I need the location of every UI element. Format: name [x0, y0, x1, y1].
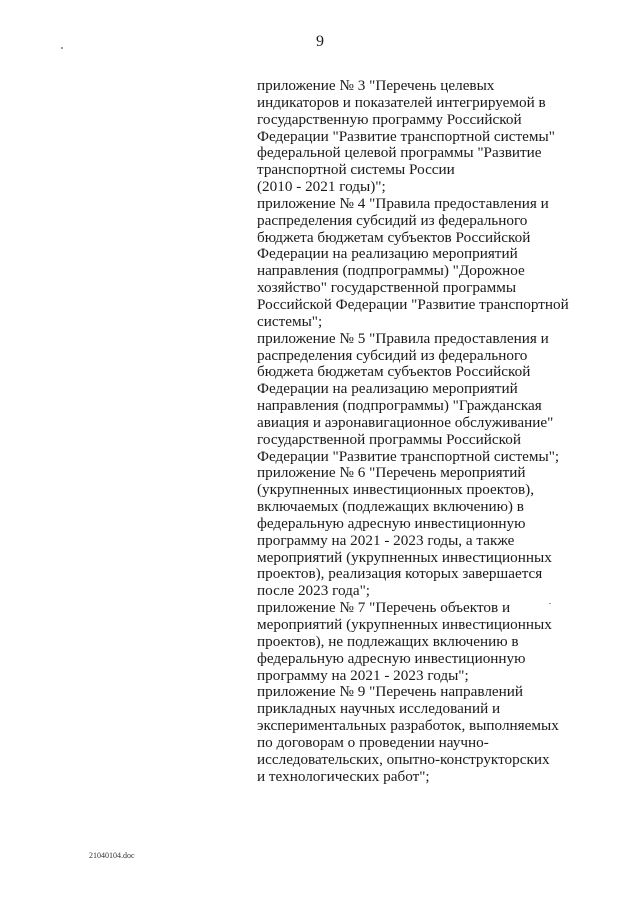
text-line: проектов), реализация которых завершается [257, 565, 543, 583]
text-line: приложение № 3 "Перечень целевых [257, 77, 495, 94]
text-line: бюджета бюджетам субъектов Российской [257, 363, 531, 381]
text-line: государственную программу Российской [257, 110, 522, 128]
text-line: индикаторов и показателей интегрируемой в [257, 93, 546, 111]
text-line: экспериментальных разработок, выполняемых [257, 717, 559, 735]
text-line: исследовательских, опытно-конструкторских [257, 750, 550, 768]
text-line: мероприятий (укрупненных инвестиционных [257, 548, 552, 566]
text-line: проектов), не подлежащих включению в [257, 632, 519, 650]
text-line: включаемых (подлежащих включению) в [257, 498, 524, 516]
text-line: приложение № 5 "Правила предоставления и [257, 329, 549, 347]
text-line: (2010 - 2021 годы)"; [257, 178, 386, 196]
text-line: программу на 2021 - 2023 годы"; [257, 666, 469, 684]
text-line: программу на 2021 - 2023 годы, а также [257, 531, 515, 549]
text-line: бюджета бюджетам субъектов Российской [257, 228, 531, 246]
text-line: федеральной целевой программы "Развитие [257, 144, 542, 162]
text-line: распределения субсидий из федерального [257, 346, 528, 364]
text-line: системы"; [257, 312, 323, 330]
text-line: по договорам о проведении научно- [257, 733, 489, 751]
text-line: Федерации на реализацию мероприятий [257, 380, 518, 398]
text-line: направления (подпрограммы) "Гражданская [257, 397, 542, 415]
text-line: транспортной системы России [257, 161, 455, 179]
text-line: государственной программы Российской [257, 430, 521, 448]
file-name-footer: 21040104.doc [89, 851, 135, 860]
text-line: после 2023 года"; [257, 582, 371, 600]
text-line: прикладных научных исследований и [257, 700, 501, 718]
text-line: распределения субсидий из федерального [257, 211, 528, 229]
text-line: приложение № 4 "Правила предоставления и [257, 194, 549, 212]
text-line: федеральную адресную инвестиционную [257, 649, 526, 667]
text-line: авиация и аэронавигационное обслуживание" [257, 413, 554, 431]
text-line: направления (подпрограммы) "Дорожное [257, 262, 525, 280]
text-line: Федерации "Развитие транспортной системы" [257, 127, 555, 145]
text-line: приложение № 6 "Перечень мероприятий [257, 464, 526, 482]
text-line: Российской Федерации "Развитие транспортной [257, 295, 569, 313]
document-body [257, 78, 587, 785]
scan-speck [61, 47, 63, 49]
text-line: федеральную адресную инвестиционную [257, 514, 526, 532]
text-line: Федерации на реализацию мероприятий [257, 245, 518, 263]
text-line: и технологических работ"; [257, 767, 430, 785]
text-line: Федерации "Развитие транспортной системы"; [257, 447, 560, 465]
text-line: приложение № 9 "Перечень направлений [257, 683, 524, 701]
text-line: мероприятий (укрупненных инвестиционных [257, 616, 552, 633]
text-line: приложение № 7 "Перечень объектов и [257, 599, 511, 617]
text-line: хозяйство" государственной программы [257, 279, 517, 297]
page-number: 9 [316, 33, 324, 50]
text-line: (укрупненных инвестиционных проектов), [257, 481, 535, 499]
